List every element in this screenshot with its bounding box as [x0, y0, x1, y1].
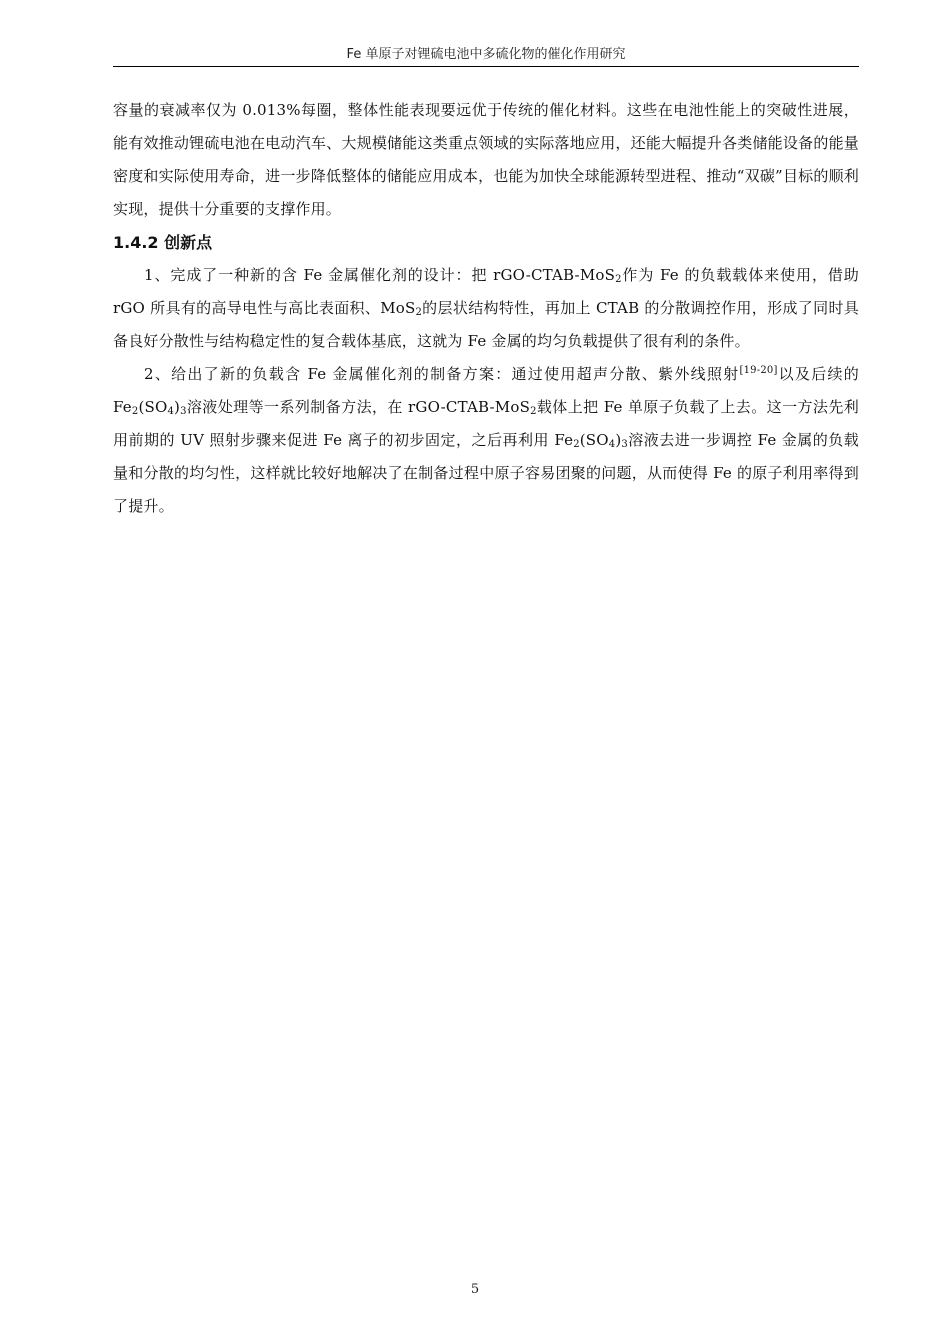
- paragraph-performance-summary: 容量的衰减率仅为 0.013%每圈，整体性能表现要远优于传统的催化材料。这些在电池性能上的突破性进展，能有效推动锂硫电池在电动汽车、大规模储能这类重点领域的实际落地应用，还能大幅提升各类储能设备的能量密度和实际使用寿命，进一步降低整体的储能应用成本，也能为加快全球能源转型进程、推动“双碳”目标的顺利实现，提供十分重要的支撑作用。: [113, 101, 859, 218]
- paragraph-innovation-2: [113, 358, 859, 523]
- text-run: 载体上把 Fe 单原子负载了上去。这一方法先利用前期的 UV 照射步骤来促进 Fe 离子的初步固定，之后再利用 Fe: [113, 398, 859, 449]
- text-run: 作为 Fe 的负载载体来使用，借助 rGO 所具有的高导电性与高比表面积、MoS: [113, 266, 859, 317]
- paragraph-innovation-1: [113, 259, 859, 358]
- section-heading-innovations: 1.4.2 创新点: [113, 233, 213, 252]
- text-run: 的层状结构特性，再加上 CTAB 的分散调控作用，形成了同时具备良好分散性与结构稳定性的复合载体基底，这就为 Fe 金属的均匀负载提供了很有利的条件。: [113, 299, 859, 350]
- text-run: (SO: [138, 398, 168, 416]
- subscript: 2: [530, 406, 537, 417]
- text-run: 2、给出了新的负载含 Fe 金属催化剂的制备方案：通过使用超声分散、紫外线照射: [144, 365, 740, 383]
- subscript: 4: [167, 406, 175, 417]
- running-header: Fe 单原子对锂硫电池中多硫化物的催化作用研究: [346, 47, 626, 62]
- subscript: 3: [621, 439, 628, 450]
- subscript: 2: [615, 274, 622, 285]
- subscript: 4: [608, 439, 616, 450]
- page-body: [113, 94, 859, 523]
- text-run: 1、完成了一种新的含 Fe 金属催化剂的设计：把 rGO-CTAB-MoS: [144, 266, 616, 284]
- page-number: 5: [470, 1282, 480, 1297]
- subscript: 2: [573, 439, 580, 450]
- subscript: 2: [415, 307, 423, 318]
- text-run: ): [615, 431, 622, 449]
- header-divider: [113, 66, 859, 67]
- subscript: 3: [180, 406, 187, 417]
- text-run: 溶液处理等一系列制备方法，在 rGO-CTAB-MoS: [186, 398, 531, 416]
- text-run: 以及后续的 Fe: [113, 365, 859, 416]
- subscript: 2: [131, 406, 139, 417]
- text-run: ): [174, 398, 181, 416]
- text-run: (SO: [579, 431, 609, 449]
- citation-reference: [19-20]: [739, 365, 778, 376]
- text-run: 溶液去进一步调控 Fe 金属的负载量和分散的均匀性，这样就比较好地解决了在制备过程中原子容易团聚的问题，从而使得 Fe 的原子利用率得到了提升。: [113, 431, 859, 515]
